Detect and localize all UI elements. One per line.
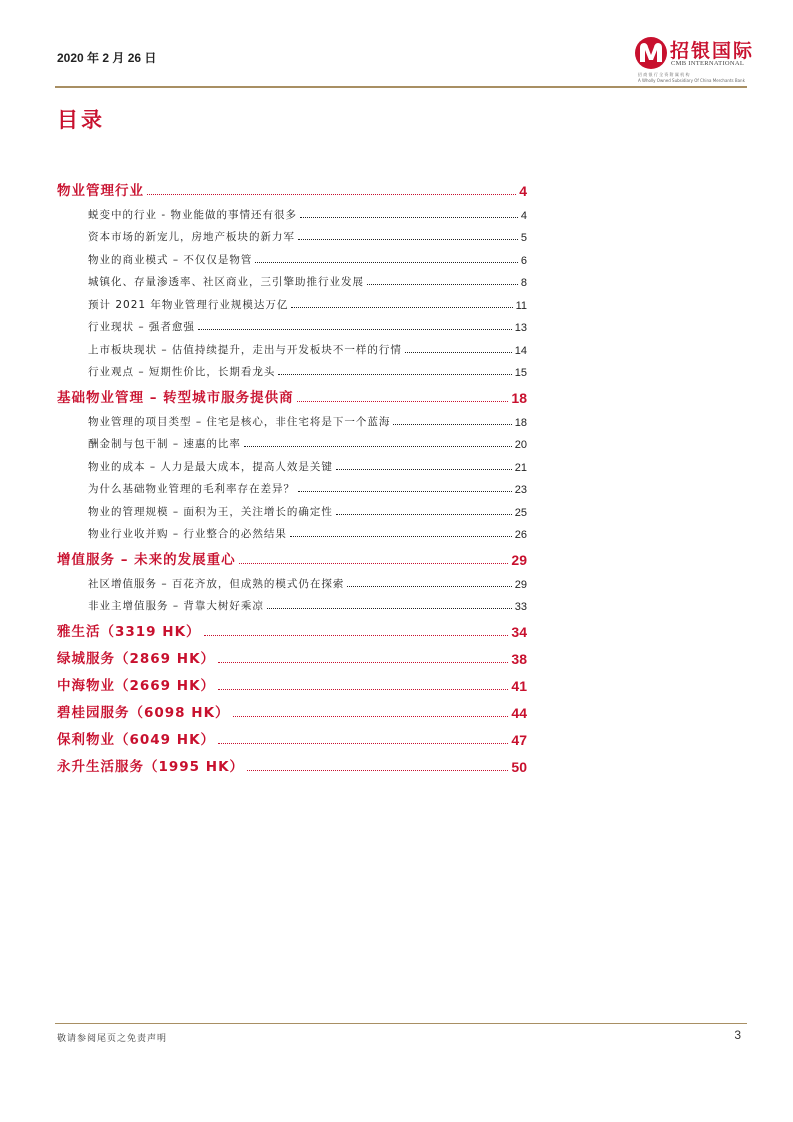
logo-subtitle-en: A Wholly Owned Subsidiary Of China Merchants Bank (638, 78, 745, 83)
toc-subsection-entry[interactable] (57, 496, 527, 519)
toc-dot-leader (291, 307, 512, 308)
toc-entry-label: 保利物业（6049 HK） (57, 732, 216, 748)
toc-dot-leader (255, 262, 517, 263)
toc-entry-label: 酬金制与包干制 – 速惠的比率 (88, 438, 241, 450)
toc-entry-page: 41 (511, 678, 527, 694)
toc-dot-leader (218, 743, 508, 744)
toc-entry-label: 上市板块现状 – 估值持续提升，走出与开发板块不一样的行情 (88, 343, 402, 356)
toc-dot-leader (244, 446, 512, 447)
toc-section-entry[interactable] (57, 667, 527, 694)
toc-entry-page: 4 (520, 209, 527, 222)
toc-entry-page: 13 (514, 322, 527, 334)
toc-entry-label: 社区增值服务 – 百花齐放，但成熟的模式仍在探索 (88, 577, 345, 590)
toc-entry-label: 非业主增值服务 – 背靠大树好乘凉 (88, 600, 264, 612)
header-divider (55, 86, 747, 88)
toc-dot-leader (147, 194, 516, 195)
toc-entry-page: 44 (511, 705, 527, 721)
toc-entry-page: 4 (519, 183, 527, 199)
toc-subsection-entry[interactable] (57, 519, 527, 542)
toc-subsection-entry[interactable] (57, 312, 527, 335)
toc-dot-leader (393, 424, 511, 425)
toc-entry-page: 23 (514, 484, 527, 496)
toc-dot-leader (198, 329, 512, 330)
toc-entry-label: 物业行业收并购 – 行业整合的必然结果 (88, 528, 287, 540)
toc-entry-label: 行业观点 – 短期性价比，长期看龙头 (88, 366, 276, 378)
toc-entry-label: 物业的商业模式 – 不仅仅是物管 (88, 253, 253, 266)
toc-entry-page: 20 (514, 439, 527, 451)
toc-dot-leader (336, 514, 512, 515)
toc-subsection-entry[interactable] (57, 357, 527, 380)
toc-entry-label: 为什么基础物业管理的毛利率存在差异？ (88, 483, 295, 495)
toc-entry-label: 物业的管理规模 – 面积为王，关注增长的确定性 (88, 505, 333, 518)
toc-entry-label: 增值服务 – 未来的发展重心 (57, 552, 236, 568)
toc-dot-leader (298, 491, 512, 492)
toc-entry-page: 38 (511, 651, 527, 667)
logo-subtitle-cn: 招 商 银 行 全 资 附 属 机 构 (638, 72, 690, 77)
toc-dot-leader (298, 239, 518, 240)
toc-entry-label: 中海物业（2669 HK） (57, 678, 216, 694)
toc-entry-page: 29 (511, 552, 527, 568)
toc-entry-page: 25 (514, 506, 527, 519)
toc-entry-page: 11 (515, 299, 527, 312)
toc-dot-leader (297, 401, 509, 402)
toc-entry-page: 47 (511, 732, 527, 748)
cmb-international-logo (630, 34, 760, 86)
footer-disclaimer: 敬请参阅尾页之免责声明 (57, 1034, 168, 1044)
report-date: 2020 年 2 月 26 日 (57, 51, 157, 65)
toc-entry-page: 18 (511, 390, 527, 406)
toc-subsection-entry[interactable] (57, 474, 527, 497)
toc-dot-leader (218, 689, 508, 690)
toc-entry-label: 雅生活（3319 HK） (57, 624, 201, 640)
table-of-contents (57, 172, 527, 775)
toc-subsection-entry[interactable] (57, 289, 527, 312)
toc-subsection-entry[interactable] (57, 244, 527, 267)
toc-entry-page: 5 (520, 232, 527, 244)
toc-entry-label: 物业管理的项目类型 – 住宅是核心，非住宅将是下一个蓝海 (88, 415, 391, 428)
footer-divider (55, 1023, 747, 1024)
toc-entry-page: 21 (514, 461, 527, 474)
toc-entry-label: 物业的成本 – 人力是最大成本，提高人效是关键 (88, 460, 333, 473)
toc-dot-leader (218, 662, 508, 663)
toc-entry-label: 基础物业管理 – 转型城市服务提供商 (57, 390, 294, 406)
toc-dot-leader (405, 352, 512, 353)
toc-entry-label: 蜕变中的行业 - 物业能做的事情还有很多 (88, 208, 297, 221)
logo-english-name: CMB INTERNATIONAL (671, 60, 745, 67)
toc-subsection-entry[interactable] (57, 451, 527, 474)
toc-dot-leader (290, 536, 512, 537)
toc-subsection-entry[interactable] (57, 568, 527, 591)
toc-section-entry[interactable] (57, 721, 527, 748)
toc-dot-leader (239, 563, 509, 564)
toc-entry-page: 15 (514, 367, 527, 379)
toc-subsection-entry[interactable] (57, 591, 527, 614)
toc-entry-page: 33 (514, 601, 527, 613)
toc-entry-label: 物业管理行业 (57, 183, 144, 199)
toc-section-entry[interactable] (57, 640, 527, 667)
toc-section-entry[interactable] (57, 694, 527, 721)
toc-dot-leader (247, 770, 508, 771)
page-number: 3 (734, 1028, 741, 1042)
toc-entry-page: 14 (514, 344, 527, 357)
toc-entry-page: 18 (514, 416, 527, 429)
toc-subsection-entry[interactable] (57, 334, 527, 357)
toc-entry-page: 26 (514, 529, 527, 541)
toc-section-entry[interactable] (57, 613, 527, 640)
toc-dot-leader (267, 608, 512, 609)
toc-entry-label: 绿城服务（2869 HK） (57, 651, 216, 667)
toc-subsection-entry[interactable] (57, 222, 527, 245)
toc-entry-label: 城镇化、存量渗透率、社区商业，三引擎助推行业发展 (88, 276, 364, 288)
toc-title: 目录 (57, 108, 105, 132)
toc-dot-leader (367, 284, 518, 285)
toc-entry-label: 永升生活服务（1995 HK） (57, 759, 245, 775)
toc-subsection-entry[interactable] (57, 267, 527, 290)
toc-entry-label: 资本市场的新宠儿，房地产板块的新力军 (88, 231, 295, 243)
toc-entry-page: 6 (520, 254, 527, 267)
toc-entry-page: 8 (520, 277, 527, 289)
toc-entry-page: 34 (511, 624, 527, 640)
toc-section-entry[interactable] (57, 541, 527, 568)
toc-dot-leader (300, 217, 518, 218)
toc-entry-page: 50 (511, 759, 527, 775)
toc-dot-leader (336, 469, 512, 470)
toc-section-entry[interactable] (57, 379, 527, 406)
toc-dot-leader (233, 716, 509, 717)
toc-subsection-entry[interactable] (57, 199, 527, 222)
toc-entry-page: 29 (514, 578, 527, 591)
toc-dot-leader (204, 635, 509, 636)
toc-section-entry[interactable] (57, 748, 527, 775)
toc-subsection-entry[interactable] (57, 429, 527, 452)
toc-entry-label: 预计 2021 年物业管理行业规模达万亿 (88, 298, 289, 311)
toc-entry-label: 行业现状 – 强者愈强 (88, 321, 195, 333)
cmb-logo-icon (634, 36, 668, 70)
toc-entry-label: 碧桂园服务（6098 HK） (57, 705, 230, 721)
logo-name: 招银国际 (670, 40, 755, 62)
toc-section-entry[interactable] (57, 172, 527, 199)
toc-dot-leader (278, 374, 511, 375)
toc-dot-leader (347, 586, 511, 587)
toc-subsection-entry[interactable] (57, 406, 527, 429)
